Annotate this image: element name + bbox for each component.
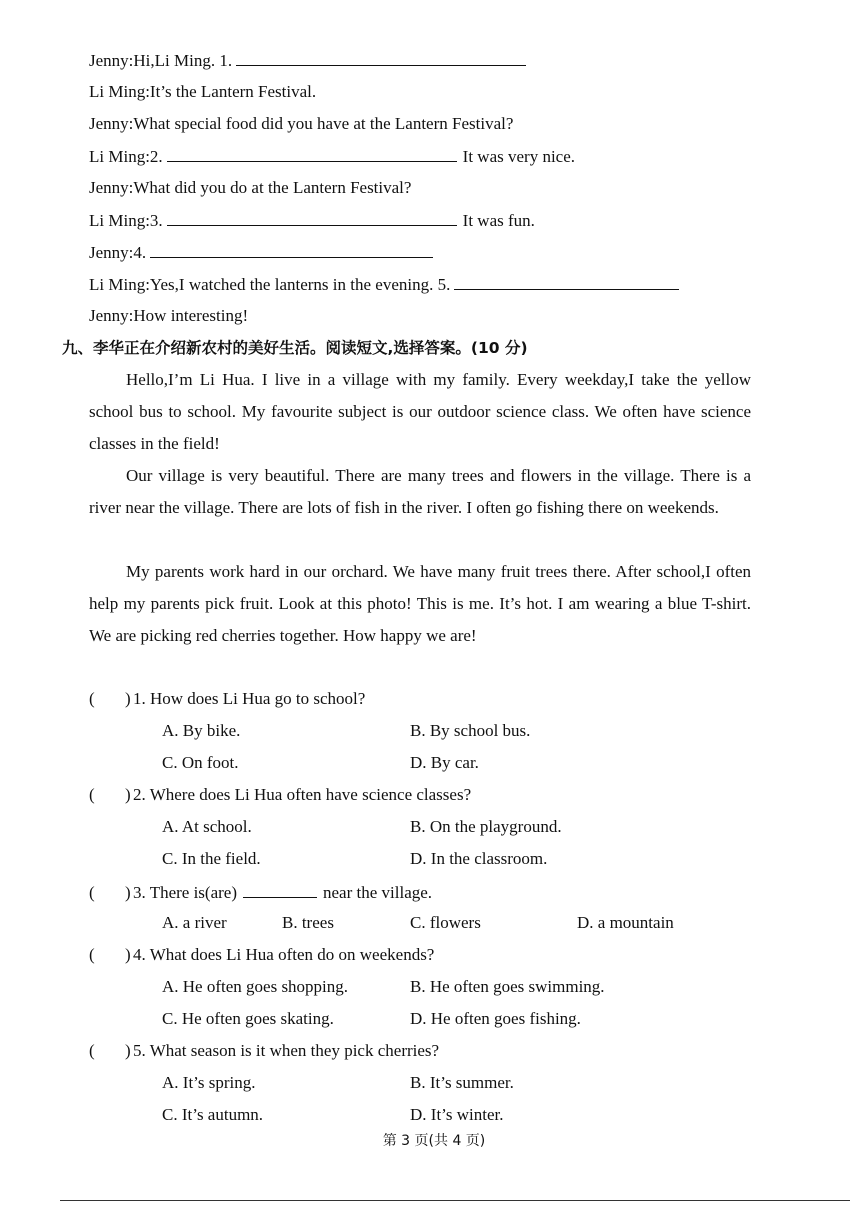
fill-blank[interactable]	[243, 881, 317, 898]
dialogue-line-2: Li Ming:It’s the Lantern Festival.	[89, 82, 317, 101]
dialogue-line-6: Li Ming:3. It was fun.	[89, 211, 535, 230]
option-b[interactable]: B. It’s summer.	[410, 1073, 514, 1092]
option-a[interactable]: A. He often goes shopping.	[162, 977, 349, 996]
bottom-divider	[60, 1200, 850, 1201]
question-stem: ( ) 2. Where does Li Hua often have science classes?	[89, 785, 472, 804]
option-d[interactable]: D. By car.	[410, 753, 479, 772]
dialogue-line-8: Li Ming:Yes,I watched the lanterns in the evening. 5.	[89, 273, 685, 296]
question-stem: ( ) 1. How does Li Hua go to school?	[89, 689, 366, 708]
option-c[interactable]: C. He often goes skating.	[162, 1009, 334, 1028]
dialogue-line-3: Jenny:What special food did you have at the Lantern Festival?	[89, 114, 514, 133]
option-a[interactable]: A. It’s spring.	[162, 1073, 256, 1092]
option-b[interactable]: B. On the playground.	[410, 817, 562, 836]
page-footer: 第 3 页(共 4 页)	[382, 1133, 486, 1149]
dialogue-line-9: Jenny:How interesting!	[89, 306, 249, 325]
answer-blank-5[interactable]	[454, 273, 679, 290]
answer-bracket[interactable]: ( )	[89, 1041, 131, 1060]
option-a[interactable]: A. a river	[162, 913, 227, 932]
option-d[interactable]: D. a mountain	[577, 913, 674, 932]
option-c[interactable]: C. flowers	[410, 913, 481, 932]
dialogue-line-4: Li Ming:2. It was very nice.	[89, 147, 576, 166]
answer-bracket[interactable]: ( )	[89, 785, 131, 804]
section-heading: 九、李华正在介绍新农村的美好生活。阅读短文,选择答案。(10 分)	[62, 339, 528, 357]
option-a[interactable]: A. At school.	[162, 817, 252, 836]
dialogue-line-5: Jenny:What did you do at the Lantern Festival?	[89, 178, 412, 197]
answer-blank-3[interactable]	[167, 209, 457, 226]
answer-blank-4[interactable]	[150, 241, 433, 258]
dialogue-line-7: Jenny:4.	[89, 241, 439, 264]
option-d[interactable]: D. In the classroom.	[410, 849, 548, 868]
passage-paragraph-2: Our village is very beautiful. There are many trees and flowers in the village. There is a river near the village. There are lots of fish in the river. I often go fishing there on weekends.	[89, 466, 751, 517]
option-c[interactable]: C. On foot.	[162, 753, 239, 772]
passage-paragraph-3: My parents work hard in our orchard. We have many fruit trees there. After school,I often help my parents pick fruit. Look at this photo! This is me. It’s hot. I am wearing a blue T-shirt. We are picking red cherries together. How happy we are!	[89, 562, 751, 645]
option-c[interactable]: C. It’s autumn.	[162, 1105, 264, 1124]
question-stem: ( ) 5. What season is it when they pick cherries?	[89, 1041, 440, 1060]
question-stem: ( ) 4. What does Li Hua often do on weekends?	[89, 945, 435, 964]
passage-paragraph-1: Hello,I’m Li Hua. I live in a village with my family. Every weekday,I take the yellow school bus to school. My favourite subject is our outdoor science class. We often have science classes in the field!	[89, 370, 751, 453]
option-a[interactable]: A. By bike.	[162, 721, 241, 740]
option-d[interactable]: D. He often goes fishing.	[410, 1009, 581, 1028]
option-b[interactable]: B. trees	[282, 913, 334, 932]
dialogue-line-1: Jenny:Hi,Li Ming. 1.	[89, 49, 532, 72]
option-c[interactable]: C. In the field.	[162, 849, 261, 868]
answer-bracket[interactable]: ( )	[89, 945, 131, 964]
answer-blank-2[interactable]	[167, 145, 457, 162]
option-b[interactable]: B. He often goes swimming.	[410, 977, 605, 996]
answer-bracket[interactable]: ( )	[89, 689, 131, 708]
answer-bracket[interactable]: ( )	[89, 883, 131, 902]
option-d[interactable]: D. It’s winter.	[410, 1105, 504, 1124]
answer-blank-1[interactable]	[236, 49, 526, 66]
option-b[interactable]: B. By school bus.	[410, 721, 531, 740]
question-stem: ( ) 3. There is(are) near the village.	[89, 883, 433, 902]
